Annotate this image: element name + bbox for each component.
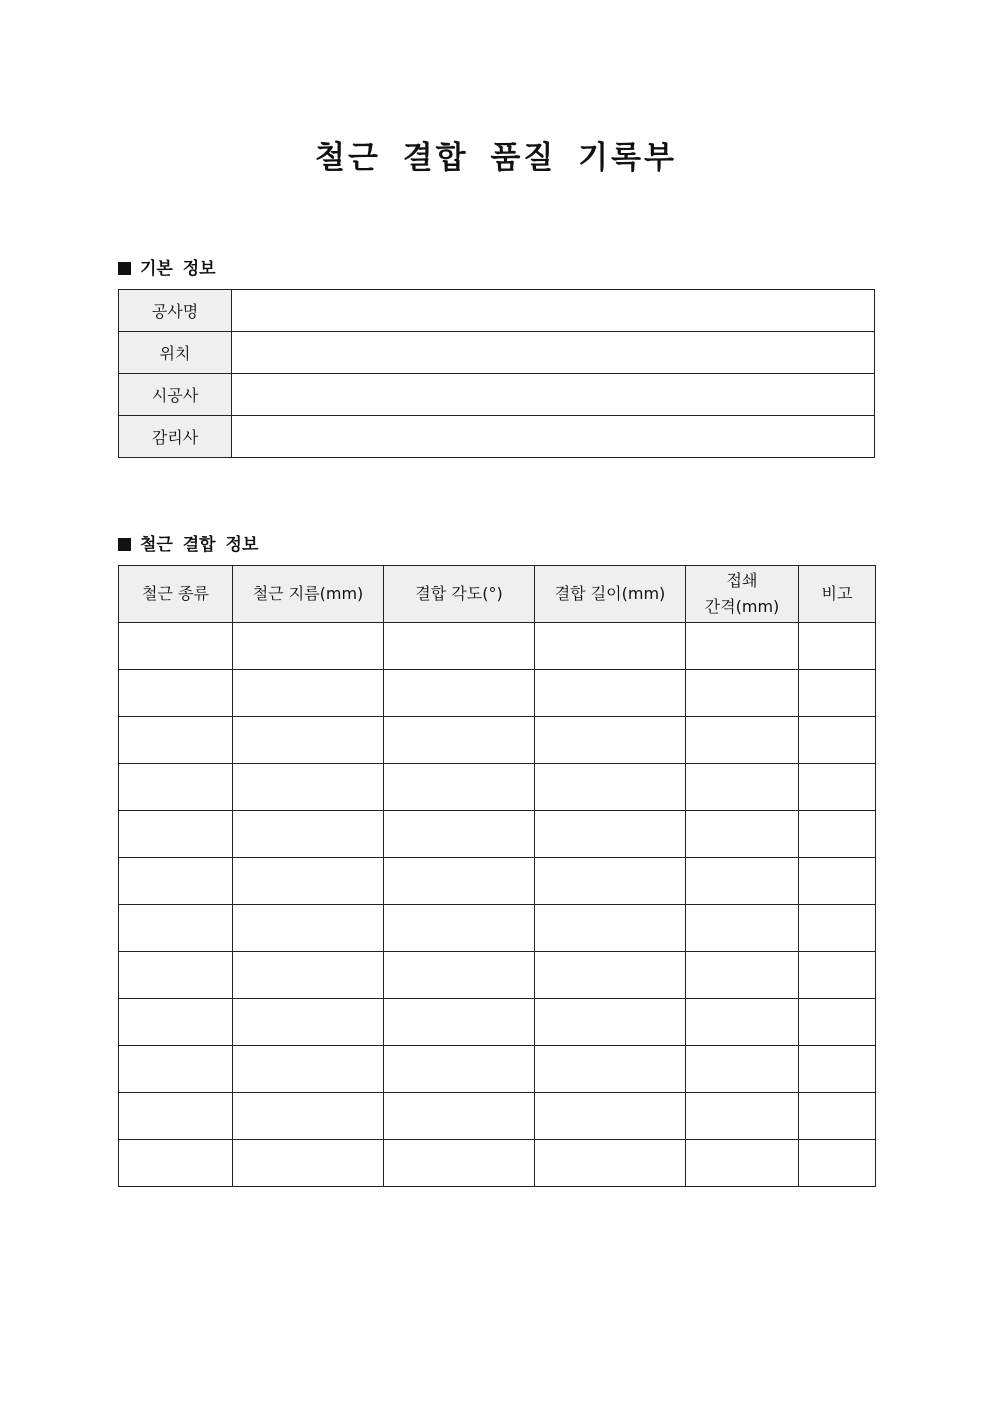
info-label: 감리사 — [119, 416, 232, 458]
info-value-cell[interactable] — [232, 332, 875, 374]
table-cell[interactable] — [119, 1140, 233, 1187]
table-cell[interactable] — [233, 1140, 384, 1187]
table-cell[interactable] — [535, 1093, 686, 1140]
section-heading-rebar-info — [118, 530, 258, 555]
square-bullet-icon — [118, 262, 131, 275]
table-cell[interactable] — [119, 999, 233, 1046]
table-cell[interactable] — [799, 623, 876, 670]
table-cell[interactable] — [535, 1046, 686, 1093]
table-cell[interactable] — [686, 1140, 799, 1187]
info-value-cell[interactable] — [232, 290, 875, 332]
info-label: 시공사 — [119, 374, 232, 416]
info-row — [119, 374, 875, 416]
table-cell[interactable] — [799, 952, 876, 999]
table-cell[interactable] — [686, 670, 799, 717]
info-label: 공사명 — [119, 290, 232, 332]
table-row — [119, 670, 876, 717]
table-cell[interactable] — [799, 670, 876, 717]
table-cell[interactable] — [535, 670, 686, 717]
table-cell[interactable] — [384, 670, 535, 717]
table-cell[interactable] — [799, 999, 876, 1046]
table-cell[interactable] — [233, 623, 384, 670]
table-cell[interactable] — [384, 1140, 535, 1187]
table-cell[interactable] — [535, 999, 686, 1046]
table-cell[interactable] — [233, 811, 384, 858]
table-cell[interactable] — [384, 1046, 535, 1093]
table-cell[interactable] — [384, 1093, 535, 1140]
table-cell[interactable] — [384, 952, 535, 999]
table-cell[interactable] — [686, 717, 799, 764]
info-value-cell[interactable] — [232, 374, 875, 416]
table-cell[interactable] — [799, 1140, 876, 1187]
table-cell[interactable] — [119, 670, 233, 717]
table-cell[interactable] — [233, 1046, 384, 1093]
section-heading-label: 기본 정보 — [140, 259, 216, 279]
table-cell[interactable] — [384, 811, 535, 858]
square-bullet-icon — [118, 538, 131, 551]
table-cell[interactable] — [535, 811, 686, 858]
table-cell[interactable] — [799, 717, 876, 764]
table-row — [119, 623, 876, 670]
table-row — [119, 811, 876, 858]
table-cell[interactable] — [799, 1093, 876, 1140]
info-row — [119, 332, 875, 374]
table-cell[interactable] — [686, 952, 799, 999]
table-cell[interactable] — [686, 764, 799, 811]
table-cell[interactable] — [535, 1140, 686, 1187]
table-cell[interactable] — [799, 858, 876, 905]
table-cell[interactable] — [799, 811, 876, 858]
table-row — [119, 858, 876, 905]
document-title: 철근 결합 품질 기록부 — [315, 140, 677, 176]
table-cell[interactable] — [119, 623, 233, 670]
table-cell[interactable] — [233, 905, 384, 952]
section-heading-basic-info — [118, 254, 216, 279]
info-label: 위치 — [119, 332, 232, 374]
column-header-spacing — [686, 566, 799, 623]
table-cell[interactable] — [686, 905, 799, 952]
table-row — [119, 952, 876, 999]
table-cell[interactable] — [384, 717, 535, 764]
section-heading-label: 철근 결합 정보 — [140, 535, 259, 555]
table-cell[interactable] — [233, 952, 384, 999]
table-cell[interactable] — [535, 905, 686, 952]
table-cell[interactable] — [686, 1046, 799, 1093]
table-cell[interactable] — [119, 1046, 233, 1093]
table-cell[interactable] — [119, 717, 233, 764]
info-row — [119, 290, 875, 332]
basic-info-table — [118, 289, 875, 458]
table-cell[interactable] — [384, 764, 535, 811]
table-cell[interactable] — [686, 999, 799, 1046]
table-header-row — [119, 566, 876, 623]
table-cell[interactable] — [119, 858, 233, 905]
table-cell[interactable] — [799, 1046, 876, 1093]
table-cell[interactable] — [384, 905, 535, 952]
table-row — [119, 999, 876, 1046]
table-cell[interactable] — [233, 764, 384, 811]
table-cell[interactable] — [686, 623, 799, 670]
table-row — [119, 1140, 876, 1187]
table-cell[interactable] — [686, 811, 799, 858]
table-cell[interactable] — [686, 858, 799, 905]
table-cell[interactable] — [119, 1093, 233, 1140]
table-cell[interactable] — [799, 905, 876, 952]
column-header-joint-length: 결합 길이(mm) — [535, 566, 686, 623]
column-header-joint-angle: 결합 각도(°) — [384, 566, 535, 623]
table-cell[interactable] — [119, 952, 233, 999]
column-header-rebar-type: 철근 종류 — [119, 566, 233, 623]
rebar-info-table — [118, 565, 876, 1187]
table-cell[interactable] — [535, 952, 686, 999]
table-cell[interactable] — [799, 764, 876, 811]
info-value-cell[interactable] — [232, 416, 875, 458]
table-cell[interactable] — [119, 905, 233, 952]
table-cell[interactable] — [233, 858, 384, 905]
table-cell[interactable] — [233, 999, 384, 1046]
table-cell[interactable] — [233, 670, 384, 717]
table-row — [119, 905, 876, 952]
table-row — [119, 1093, 876, 1140]
table-cell[interactable] — [535, 623, 686, 670]
column-header-spacing-line1: 접쇄 — [726, 571, 758, 590]
column-header-rebar-diameter: 철근 지름(mm) — [233, 566, 384, 623]
table-cell[interactable] — [119, 764, 233, 811]
table-row — [119, 764, 876, 811]
table-row — [119, 1046, 876, 1093]
table-cell[interactable] — [384, 623, 535, 670]
table-cell[interactable] — [535, 717, 686, 764]
table-cell[interactable] — [535, 764, 686, 811]
table-cell[interactable] — [686, 1093, 799, 1140]
table-cell[interactable] — [384, 999, 535, 1046]
column-header-remarks: 비고 — [799, 566, 876, 623]
info-row — [119, 416, 875, 458]
column-header-spacing-line2: 간격(mm) — [704, 597, 780, 616]
table-cell[interactable] — [119, 811, 233, 858]
table-cell[interactable] — [233, 717, 384, 764]
table-cell[interactable] — [535, 858, 686, 905]
table-cell[interactable] — [233, 1093, 384, 1140]
table-row — [119, 717, 876, 764]
table-cell[interactable] — [384, 858, 535, 905]
